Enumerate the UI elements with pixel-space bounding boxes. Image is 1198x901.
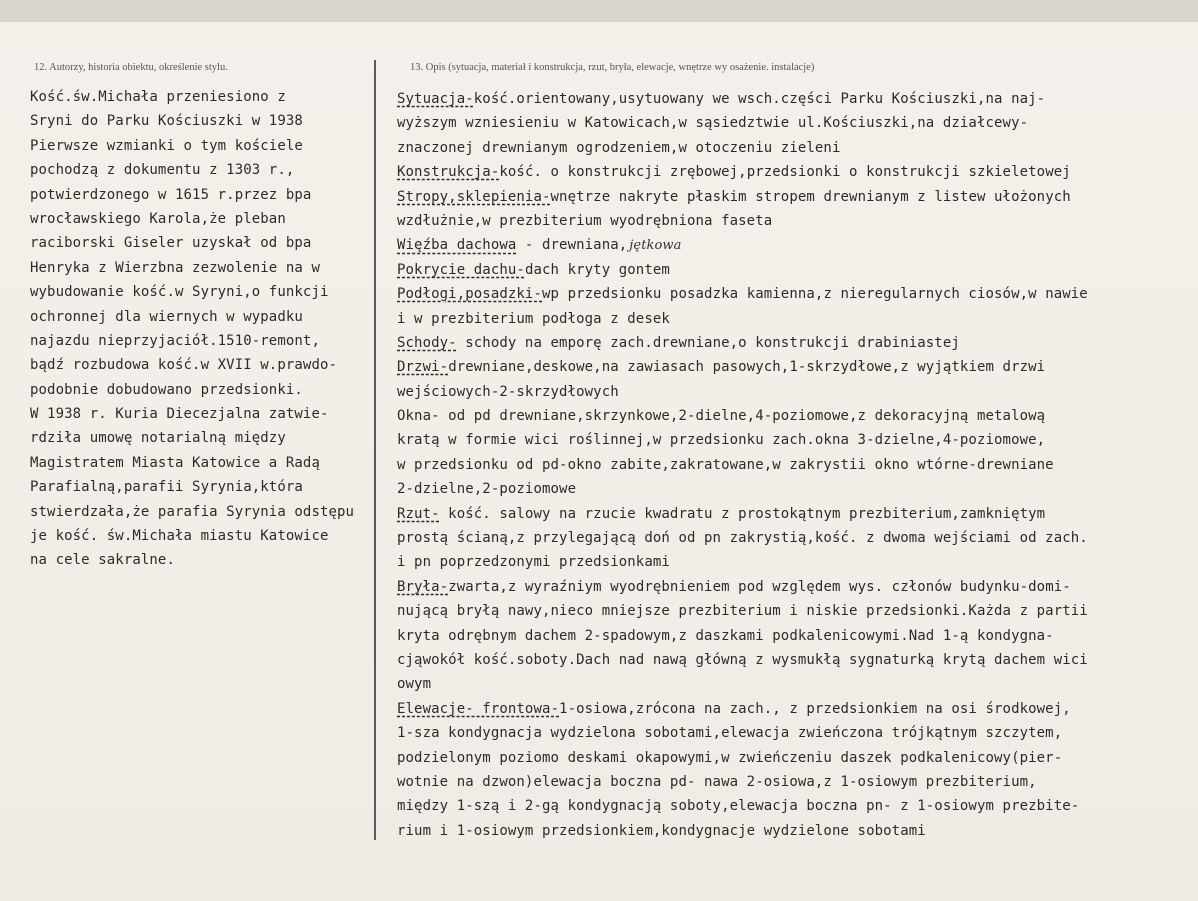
field-label: Schody- bbox=[397, 334, 457, 351]
description-text-line bbox=[397, 770, 1197, 794]
field-value: w przedsionku od pd-okno zabite,zakratowane,w zakrystii okno wtórne-drewniane bbox=[397, 456, 1054, 473]
field-value: i pn poprzedzonymi przedsionkami bbox=[397, 554, 670, 571]
history-text-line: na cele sakralne. bbox=[30, 552, 175, 569]
description-text-line bbox=[397, 331, 1197, 355]
field-value: 1-sza kondygnacja wydzielona sobotami,elewacja zwieńczona trójkątnym szczytem, bbox=[397, 725, 1063, 742]
description-text-line bbox=[397, 648, 1197, 672]
description-text-line bbox=[397, 233, 1197, 257]
field-value: wp przedsionku posadzka kamienna,z nieregularnych ciosów,w nawie bbox=[542, 286, 1088, 303]
history-text-line: Magistratem Miasta Katowice a Radą bbox=[30, 454, 320, 471]
description-text-line bbox=[397, 477, 1197, 501]
field-value: rium i 1-osiowym przedsionkiem,kondygnacje wydzielone sobotami bbox=[397, 822, 926, 839]
history-text-line: je kość. św.Michała miastu Katowice bbox=[30, 528, 329, 545]
description-text-line bbox=[397, 404, 1197, 428]
history-text-line: Henryka z Wierzbna zezwolenie na w bbox=[30, 259, 320, 276]
field-value: kość. o konstrukcji zrębowej,przedsionki o konstrukcji szkieletowej bbox=[499, 164, 1071, 181]
description-text-line bbox=[397, 136, 1197, 160]
description-text-line bbox=[397, 550, 1197, 574]
field-value: owym bbox=[397, 676, 432, 693]
history-text-line: Parafialną,parafii Syrynia,która bbox=[30, 479, 303, 496]
description-text-line bbox=[397, 282, 1197, 306]
description-text-line bbox=[397, 672, 1197, 696]
history-text-line: ochronnej dla wiernych w wypadku bbox=[30, 308, 303, 325]
field-label: Sytuacja- bbox=[397, 91, 474, 107]
history-text-line: pochodzą z dokumentu z 1303 r., bbox=[30, 162, 295, 179]
handwritten-annotation: jętkowa bbox=[629, 238, 682, 254]
description-text-line bbox=[397, 624, 1197, 648]
description-text-line bbox=[397, 380, 1197, 404]
history-text-line: potwierdzonego w 1615 r.przez bpa bbox=[30, 186, 312, 203]
field-value: drewniane,deskowe,na zawiasach pasowych,1-skrzydłowe,z wyjątkiem drzwi bbox=[448, 359, 1046, 376]
field-value: schody na emporę zach.drewniane,o konstrukcji drabiniastej bbox=[456, 334, 960, 351]
history-text-line: wrocławskiego Karola,że pleban bbox=[30, 210, 286, 227]
description-text-line bbox=[397, 428, 1197, 452]
description-text-line bbox=[397, 160, 1197, 184]
section-13-heading: 13. Opis (sytuacja, materiał i konstrukcja, rzut, bryła, elewacje, wnętrze wy osażenie. instalacje) bbox=[410, 62, 815, 73]
history-text-column bbox=[30, 85, 375, 573]
field-value: znaczonej drewnianym ogrodzeniem,w otoczeniu zieleni bbox=[397, 139, 841, 156]
field-label: Podłogi,posadzki- bbox=[397, 286, 542, 303]
field-label: Więźba dachowa bbox=[397, 237, 517, 254]
description-text-line bbox=[397, 87, 1197, 111]
field-value: zwarta,z wyraźniym wyodrębnieniem pod względem wys. członów budynku-domi- bbox=[448, 578, 1071, 595]
field-value: i w prezbiterium podłoga z desek bbox=[397, 310, 670, 327]
field-value: podzielonym poziomo deskami okapowymi,w zwieńczeniu daszek podkalenicowy(pier- bbox=[397, 749, 1063, 766]
history-text-line: Sryni do Parku Kościuszki w 1938 bbox=[30, 113, 303, 130]
field-value: wotnie na dzwon)elewacja boczna pd- nawa 2-osiowa,z 1-osiowym prezbiterium, bbox=[397, 773, 1037, 790]
history-text-line: podobnie dobudowano przedsionki. bbox=[30, 381, 303, 398]
field-value: kratą w formie wici roślinnej,w przedsionku zach.okna 3-dzielne,4-poziomowe, bbox=[397, 432, 1046, 449]
field-value: kryta odrębnym dachem 2-spadowym,z daszkami podkalenicowymi.Nad 1-ą kondygna- bbox=[397, 627, 1054, 644]
field-value: kość. salowy na rzucie kwadratu z prostokątnym prezbiterium,zamkniętym bbox=[439, 505, 1046, 522]
history-text-line: Pierwsze wzmianki o tym kościele bbox=[30, 137, 303, 154]
description-text-line bbox=[397, 819, 1197, 843]
field-value: cjąwokół kość.soboty.Dach nad nawą główną z wysmukłą sygnaturką krytą dachem wici bbox=[397, 651, 1088, 668]
field-value: wzdłużnie,w prezbiterium wyodrębniona faseta bbox=[397, 212, 773, 229]
field-label: Stropy,sklepienia- bbox=[397, 188, 551, 205]
field-value: między 1-szą i 2-gą kondygnacją soboty,elewacja boczna pn- z 1-osiowym prezbite- bbox=[397, 798, 1080, 815]
field-value: dach kryty gontem bbox=[524, 261, 670, 278]
description-text-line bbox=[397, 111, 1197, 135]
field-value: wyższym wzniesieniu w Katowicach,w sąsiedztwie ul.Kościuszki,na działcewy- bbox=[397, 115, 1029, 132]
description-text-line bbox=[397, 746, 1197, 770]
description-text-line bbox=[397, 502, 1197, 526]
field-value: nującą bryłą nawy,nieco mniejsze prezbiterium i niskie przedsionki.Każda z partii bbox=[397, 603, 1088, 620]
field-label: Bryła- bbox=[397, 578, 449, 595]
history-text-line: W 1938 r. Kuria Diecezjalna zatwie- bbox=[30, 406, 329, 423]
history-text-line: wybudowanie kość.w Syryni,o funkcji bbox=[30, 284, 329, 301]
field-value: wnętrze nakryte płaskim stropem drewnianym z listew ułożonych bbox=[550, 188, 1071, 205]
description-text-line bbox=[397, 355, 1197, 379]
field-value: 1-osiowa,zrócona na zach., z przedsionkiem na osi środkowej, bbox=[559, 700, 1071, 717]
field-value: 2-dzielne,2-poziomowe bbox=[397, 481, 577, 498]
field-value: prostą ścianą,z przylegającą doń od pn zakrystią,kość. z dwoma wejściami od zach. bbox=[397, 530, 1088, 547]
field-label: Pokrycie dachu- bbox=[397, 261, 525, 278]
history-text-line: raciborski Giseler uzyskał od bpa bbox=[30, 235, 312, 252]
field-value: - drewniana, bbox=[516, 237, 628, 254]
field-label: Elewacje- frontowa- bbox=[397, 700, 560, 717]
history-text-line: bądź rozbudowa kość.w XVII w.prawdo- bbox=[30, 357, 338, 374]
description-text-line bbox=[397, 453, 1197, 477]
page-top-edge bbox=[0, 0, 1198, 22]
description-text-line bbox=[397, 209, 1197, 233]
description-text-line bbox=[397, 307, 1197, 331]
history-text-line: najazdu nieprzyjaciół.1510-remont, bbox=[30, 332, 320, 349]
field-label: Drzwi- bbox=[397, 359, 449, 376]
history-text-line: Kość.św.Michała przeniesiono z bbox=[30, 89, 286, 105]
field-label: Rzut- bbox=[397, 505, 440, 522]
field-value: Okna- od pd drewniane,skrzynkowe,2-dielne,4-poziomowe,z dekoracyjną metalową bbox=[397, 408, 1046, 425]
history-text-line: rdziła umowę notarialną między bbox=[30, 430, 286, 447]
description-text-line bbox=[397, 599, 1197, 623]
history-text-line: stwierdzała,że parafia Syrynia odstępu bbox=[30, 503, 355, 520]
description-text-line bbox=[397, 185, 1197, 209]
field-value: kość.orientowany,usytuowany we wsch.części Parku Kościuszki,na naj- bbox=[473, 91, 1046, 107]
description-text-line bbox=[397, 575, 1197, 599]
description-text-line bbox=[397, 794, 1197, 818]
description-text-line bbox=[397, 258, 1197, 282]
field-value: wejściowych-2-skrzydłowych bbox=[397, 383, 619, 400]
section-12-heading: 12. Autorzy, historia obiektu, określenie stylu. bbox=[34, 62, 228, 73]
description-text-line bbox=[397, 721, 1197, 745]
description-text-line bbox=[397, 526, 1197, 550]
description-text-line bbox=[397, 697, 1197, 721]
description-text-column bbox=[397, 87, 1197, 843]
field-label: Konstrukcja- bbox=[397, 164, 500, 181]
